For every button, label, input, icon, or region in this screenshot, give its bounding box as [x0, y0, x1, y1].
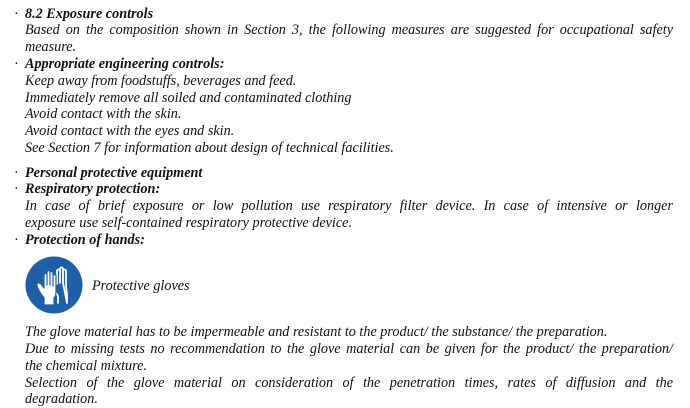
engineering-line: Avoid contact with the eyes and skin. [25, 123, 235, 139]
glove-paragraph-2-line-2: the chemical mixture. [25, 358, 147, 374]
bullet: · [14, 232, 19, 248]
engineering-line: Avoid contact with the skin. [25, 106, 182, 122]
bullet: · [14, 181, 19, 197]
glove-paragraph-3-line-2: degradation. [25, 391, 98, 407]
respiratory-heading-line [14, 181, 160, 198]
engineering-line: See Section 7 for information about design of technical facilities. [25, 140, 394, 156]
bullet: · [14, 6, 19, 22]
hands-heading-line [14, 232, 145, 249]
hands-heading: Protection of hands: [25, 232, 145, 248]
intro-text-line-2: measure. [25, 39, 77, 55]
respiratory-text-line-2: exposure use self-contained respiratory protective device. [25, 215, 352, 231]
bullet: · [14, 165, 19, 181]
section-8-2-heading-line [14, 6, 153, 23]
engineering-line: Keep away from foodstuffs, beverages and feed. [25, 73, 297, 89]
ppe-heading-line [14, 165, 202, 182]
protective-gloves-label: Protective gloves [92, 278, 190, 294]
bullet: · [14, 56, 19, 72]
glove-paragraph-2-line-1: Due to missing tests no recommendation to the glove material can be given for the product/ the preparation/ [25, 341, 673, 357]
section-heading: 8.2 Exposure controls [25, 6, 154, 22]
protective-gloves-icon [25, 256, 83, 314]
intro-text-line-1: Based on the composition shown in Section 3, the following measures are suggested for occupational safety [25, 22, 673, 38]
engineering-controls-heading: Appropriate engineering controls: [25, 56, 225, 72]
glove-paragraph-3-line-1: Selection of the glove material on consideration of the penetration times, rates of diffusion and the [25, 375, 673, 391]
engineering-controls-heading-line [14, 56, 224, 73]
respiratory-text-line-1: In case of brief exposure or low pollution use respiratory filter device. In case of intensive or longer [25, 198, 673, 214]
glove-paragraph-1: The glove material has to be impermeable and resistant to the product/ the substance/ the preparation. [25, 324, 608, 340]
ppe-heading: Personal protective equipment [25, 165, 203, 181]
engineering-line: Immediately remove all soiled and contaminated clothing [25, 90, 352, 106]
respiratory-heading: Respiratory protection: [25, 181, 161, 197]
